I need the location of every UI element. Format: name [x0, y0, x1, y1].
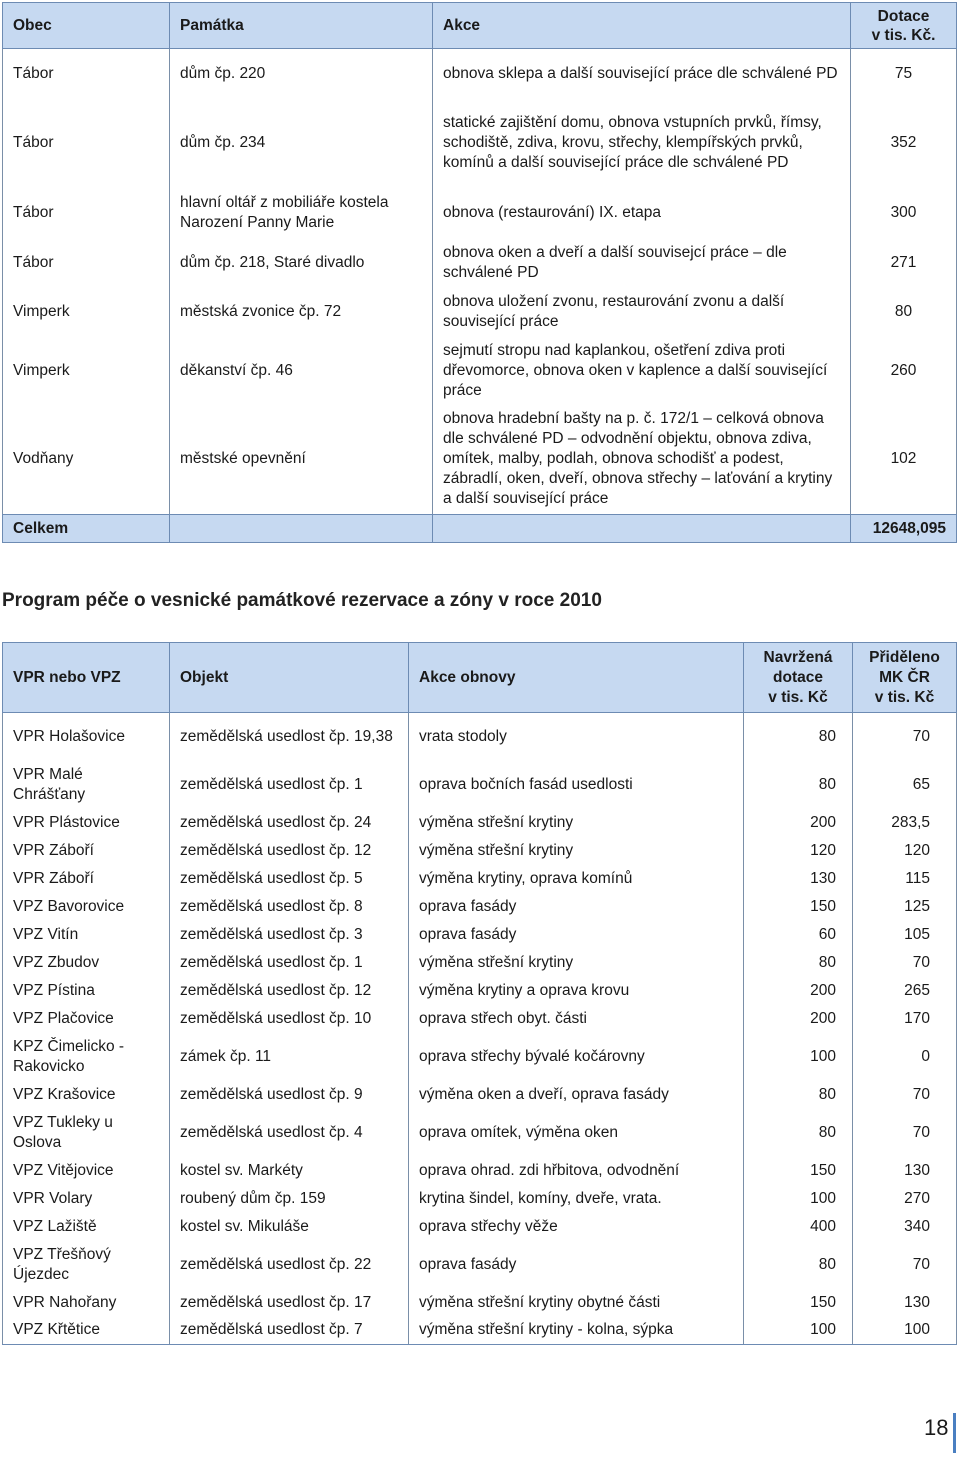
cell-objekt: zemědělská usedlost čp. 22 — [170, 1241, 409, 1289]
table-row — [3, 837, 957, 865]
table-row — [3, 99, 957, 187]
cell-akce: oprava fasády — [409, 921, 744, 949]
cell-obec: Tábor — [3, 49, 170, 99]
cell-prideleno: 0 — [853, 1033, 957, 1081]
col-header-obec: Obec — [3, 3, 170, 49]
cell-navrzena: 200 — [744, 809, 853, 837]
cell-objekt: zemědělská usedlost čp. 19,38 — [170, 713, 409, 761]
cell-prideleno: 270 — [853, 1185, 957, 1213]
total-value: 12648,095 — [851, 515, 957, 543]
cell-dotace: 300 — [851, 187, 957, 239]
cell-akce: výměna střešní krytiny - kolna, sýpka — [409, 1317, 744, 1345]
cell-dotace: 352 — [851, 99, 957, 187]
villages-table — [2, 642, 957, 1345]
table-row — [3, 187, 957, 239]
cell-prideleno: 70 — [853, 1081, 957, 1109]
cell-prideleno: 70 — [853, 1241, 957, 1289]
cell-dotace: 260 — [851, 337, 957, 405]
cell-objekt: zemědělská usedlost čp. 12 — [170, 837, 409, 865]
cell-vpr: VPR Volary — [3, 1185, 170, 1213]
table-row — [3, 1213, 957, 1241]
table-row — [3, 239, 957, 287]
cell-akce: oprava ohrad. zdi hřbitova, odvodnění — [409, 1157, 744, 1185]
cell-objekt: zámek čp. 11 — [170, 1033, 409, 1081]
cell-objekt: kostel sv. Mikuláše — [170, 1213, 409, 1241]
cell-akce: výměna střešní krytiny obytné části — [409, 1289, 744, 1317]
cell-akce: statické zajištění domu, obnova vstupních prvků, římsy, schodiště, zdiva, krovu, střechy, klempířských prvků, komínů a další související práce dle schválené PD — [433, 99, 851, 187]
table-row — [3, 1005, 957, 1033]
cell-akce: výměna střešní krytiny — [409, 949, 744, 977]
cell-objekt: zemědělská usedlost čp. 8 — [170, 893, 409, 921]
cell-akce: obnova sklepa a další související práce dle schválené PD — [433, 49, 851, 99]
table-row — [3, 337, 957, 405]
cell-vpr: VPZ Vitín — [3, 921, 170, 949]
cell-prideleno: 130 — [853, 1289, 957, 1317]
cell-pamatka: dům čp. 218, Staré divadlo — [170, 239, 433, 287]
cell-prideleno: 65 — [853, 761, 957, 809]
cell-navrzena: 80 — [744, 949, 853, 977]
cell-objekt: zemědělská usedlost čp. 9 — [170, 1081, 409, 1109]
cell-akce: výměna krytiny a oprava krovu — [409, 977, 744, 1005]
total-label: Celkem — [3, 515, 170, 543]
cell-prideleno: 70 — [853, 1109, 957, 1157]
cell-vpr: VPR Záboří — [3, 865, 170, 893]
cell-obec: Tábor — [3, 187, 170, 239]
page-number-accent-bar — [953, 1413, 956, 1453]
table-row — [3, 49, 957, 99]
col-header-objekt: Objekt — [170, 643, 409, 713]
cell-navrzena: 80 — [744, 1109, 853, 1157]
table-row — [3, 713, 957, 761]
cell-akce: sejmutí stropu nad kaplankou, ošetření zdiva proti dřevomorce, obnova oken v kaplence a další související práce — [433, 337, 851, 405]
cell-vpr: VPR Plástovice — [3, 809, 170, 837]
cell-navrzena: 100 — [744, 1185, 853, 1213]
cell-objekt: zemědělská usedlost čp. 7 — [170, 1317, 409, 1345]
cell-akce: výměna střešní krytiny — [409, 809, 744, 837]
cell-navrzena: 130 — [744, 865, 853, 893]
total-empty-cell — [433, 515, 851, 543]
cell-prideleno: 283,5 — [853, 809, 957, 837]
cell-pamatka: dům čp. 234 — [170, 99, 433, 187]
cell-akce: obnova oken a dveří a další souvisejcí práce – dle schválené PD — [433, 239, 851, 287]
cell-vpr: VPR Záboří — [3, 837, 170, 865]
cell-akce: oprava střechy bývalé kočárovny — [409, 1033, 744, 1081]
col-header-pamatka: Památka — [170, 3, 433, 49]
cell-objekt: zemědělská usedlost čp. 1 — [170, 949, 409, 977]
cell-vpr: VPZ Pístina — [3, 977, 170, 1005]
cell-dotace: 271 — [851, 239, 957, 287]
table-row — [3, 893, 957, 921]
cell-pamatka: městská zvonice čp. 72 — [170, 287, 433, 337]
table-row — [3, 921, 957, 949]
cell-dotace: 80 — [851, 287, 957, 337]
cell-pamatka: dům čp. 220 — [170, 49, 433, 99]
monuments-table — [2, 2, 957, 543]
cell-prideleno: 340 — [853, 1213, 957, 1241]
cell-objekt: zemědělská usedlost čp. 17 — [170, 1289, 409, 1317]
cell-prideleno: 70 — [853, 713, 957, 761]
cell-obec: Vimperk — [3, 287, 170, 337]
cell-objekt: zemědělská usedlost čp. 1 — [170, 761, 409, 809]
cell-akce: oprava bočních fasád usedlosti — [409, 761, 744, 809]
cell-dotace: 75 — [851, 49, 957, 99]
cell-navrzena: 150 — [744, 893, 853, 921]
cell-navrzena: 200 — [744, 977, 853, 1005]
table-row — [3, 1289, 957, 1317]
total-row — [3, 515, 957, 543]
cell-obec: Tábor — [3, 99, 170, 187]
cell-navrzena: 120 — [744, 837, 853, 865]
cell-navrzena: 80 — [744, 1081, 853, 1109]
cell-akce: obnova uložení zvonu, restaurování zvonu a další související práce — [433, 287, 851, 337]
col-header-navrzena: Navržená dotace v tis. Kč — [744, 643, 853, 713]
col-header-vpr: VPR nebo VPZ — [3, 643, 170, 713]
cell-vpr: VPR Nahořany — [3, 1289, 170, 1317]
table-row — [3, 405, 957, 515]
cell-vpr: VPZ Lažiště — [3, 1213, 170, 1241]
cell-prideleno: 105 — [853, 921, 957, 949]
cell-navrzena: 80 — [744, 761, 853, 809]
cell-akce: obnova (restaurování) IX. etapa — [433, 187, 851, 239]
table-row — [3, 287, 957, 337]
cell-akce: výměna střešní krytiny — [409, 837, 744, 865]
cell-akce: krytina šindel, komíny, dveře, vrata. — [409, 1185, 744, 1213]
cell-akce: oprava střech obyt. části — [409, 1005, 744, 1033]
cell-navrzena: 100 — [744, 1033, 853, 1081]
page-number: 18 — [924, 1415, 949, 1440]
cell-navrzena: 150 — [744, 1289, 853, 1317]
cell-prideleno: 170 — [853, 1005, 957, 1033]
cell-vpr: VPR Malé Chrášťany — [3, 761, 170, 809]
cell-prideleno: 265 — [853, 977, 957, 1005]
cell-akce: oprava střechy věže — [409, 1213, 744, 1241]
cell-navrzena: 80 — [744, 713, 853, 761]
table-row — [3, 1241, 957, 1289]
cell-prideleno: 70 — [853, 949, 957, 977]
cell-vpr: VPZ Krašovice — [3, 1081, 170, 1109]
cell-vpr: VPZ Tukleky u Oslova — [3, 1109, 170, 1157]
cell-prideleno: 120 — [853, 837, 957, 865]
cell-navrzena: 200 — [744, 1005, 853, 1033]
table-row — [3, 949, 957, 977]
cell-navrzena: 60 — [744, 921, 853, 949]
cell-vpr: VPZ Zbudov — [3, 949, 170, 977]
col-header-akce: Akce — [433, 3, 851, 49]
col-header-dotace: Dotace v tis. Kč. — [851, 3, 957, 49]
cell-akce: oprava omítek, výměna oken — [409, 1109, 744, 1157]
cell-dotace: 102 — [851, 405, 957, 515]
table-row — [3, 1109, 957, 1157]
cell-vpr: KPZ Čimelicko - Rakovicko — [3, 1033, 170, 1081]
table-row — [3, 761, 957, 809]
cell-objekt: zemědělská usedlost čp. 12 — [170, 977, 409, 1005]
cell-navrzena: 80 — [744, 1241, 853, 1289]
cell-vpr: VPZ Křtětice — [3, 1317, 170, 1345]
cell-akce: oprava fasády — [409, 893, 744, 921]
table-row — [3, 865, 957, 893]
col-header-akce: Akce obnovy — [409, 643, 744, 713]
cell-pamatka: děkanství čp. 46 — [170, 337, 433, 405]
table-header-row — [3, 643, 957, 713]
cell-vpr: VPZ Třešňový Újezdec — [3, 1241, 170, 1289]
cell-objekt: zemědělská usedlost čp. 4 — [170, 1109, 409, 1157]
total-empty-cell — [170, 515, 433, 543]
table-row — [3, 1157, 957, 1185]
cell-navrzena: 150 — [744, 1157, 853, 1185]
cell-pamatka: městské opevnění — [170, 405, 433, 515]
cell-objekt: kostel sv. Markéty — [170, 1157, 409, 1185]
col-header-prideleno: Přiděleno MK ČR v tis. Kč — [853, 643, 957, 713]
cell-objekt: zemědělská usedlost čp. 3 — [170, 921, 409, 949]
cell-objekt: zemědělská usedlost čp. 24 — [170, 809, 409, 837]
table-header-row — [3, 3, 957, 49]
cell-akce: obnova hradební bašty na p. č. 172/1 – celková obnova dle schválené PD – odvodnění objektu, obnova zdiva, omítek, malby, podlah, obnova schodišť a podest, zábradlí, oken, dveří, obnova střechy – laťování a krytiny a další související práce — [433, 405, 851, 515]
cell-vpr: VPR Holašovice — [3, 713, 170, 761]
cell-akce: oprava fasády — [409, 1241, 744, 1289]
cell-objekt: roubený dům čp. 159 — [170, 1185, 409, 1213]
cell-navrzena: 100 — [744, 1317, 853, 1345]
cell-obec: Vimperk — [3, 337, 170, 405]
cell-objekt: zemědělská usedlost čp. 10 — [170, 1005, 409, 1033]
cell-akce: výměna krytiny, oprava komínů — [409, 865, 744, 893]
cell-obec: Tábor — [3, 239, 170, 287]
table-row — [3, 1081, 957, 1109]
cell-vpr: VPZ Bavorovice — [3, 893, 170, 921]
cell-navrzena: 400 — [744, 1213, 853, 1241]
cell-objekt: zemědělská usedlost čp. 5 — [170, 865, 409, 893]
cell-akce: vrata stodoly — [409, 713, 744, 761]
table-row — [3, 977, 957, 1005]
table-row — [3, 1185, 957, 1213]
table-row — [3, 1033, 957, 1081]
table-row — [3, 1317, 957, 1345]
section-title: Program péče o vesnické památkové rezervace a zóny v roce 2010 — [2, 590, 602, 611]
cell-akce: výměna oken a dveří, oprava fasády — [409, 1081, 744, 1109]
table-row — [3, 809, 957, 837]
cell-obec: Vodňany — [3, 405, 170, 515]
cell-prideleno: 100 — [853, 1317, 957, 1345]
cell-prideleno: 125 — [853, 893, 957, 921]
cell-pamatka: hlavní oltář z mobiliáře kostela Narození Panny Marie — [170, 187, 433, 239]
cell-vpr: VPZ Vitějovice — [3, 1157, 170, 1185]
cell-prideleno: 115 — [853, 865, 957, 893]
cell-vpr: VPZ Plačovice — [3, 1005, 170, 1033]
cell-prideleno: 130 — [853, 1157, 957, 1185]
